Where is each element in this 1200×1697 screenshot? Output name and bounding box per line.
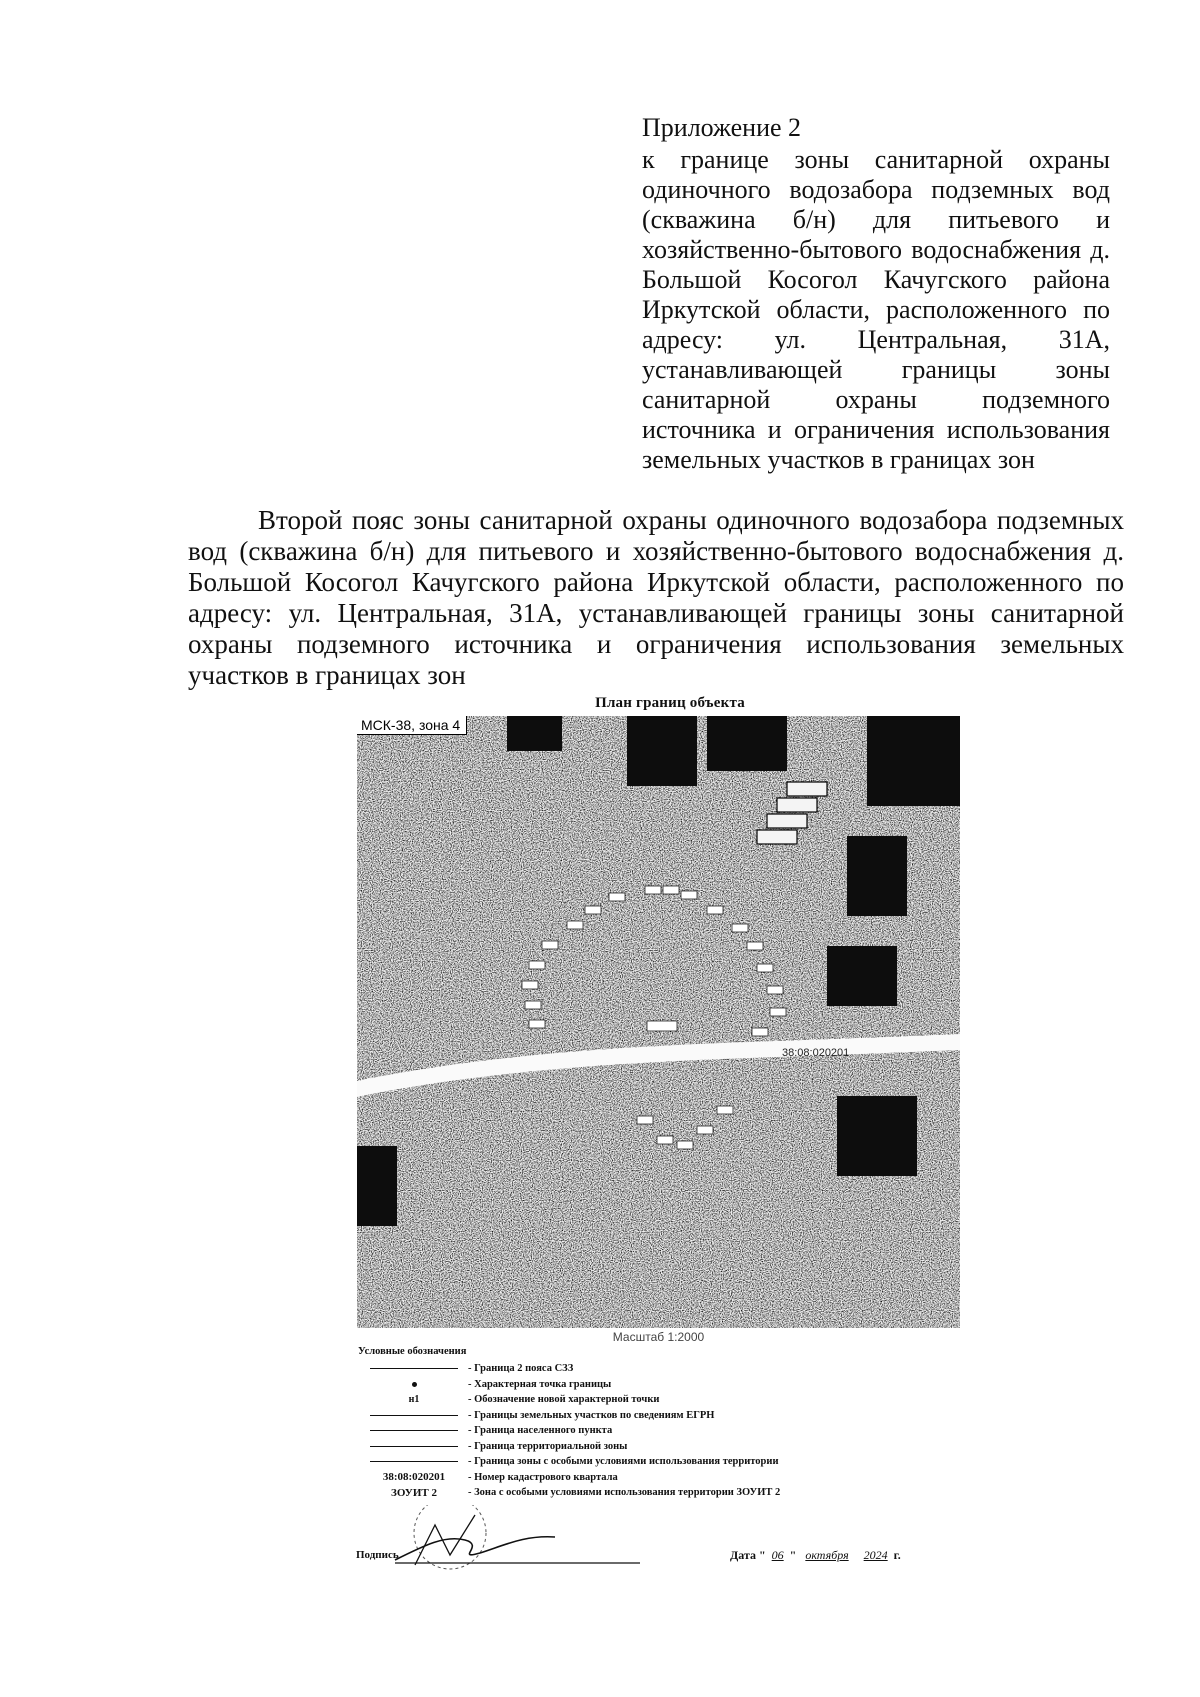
date-month: октября — [805, 1548, 849, 1562]
legend-item: - Граница зоны с особыми условиями использования территории — [358, 1454, 978, 1470]
date-line: Дата " 06 " октября 2024 г. — [730, 1548, 901, 1562]
legend-heading: Условные обозначения — [358, 1346, 467, 1357]
legend-item: ЗОУИТ 2 - Зона с особыми условиями использования территории ЗОУИТ 2 — [391, 1486, 781, 1499]
cadastral-label: 38:08:020201 — [782, 1047, 850, 1059]
date-label: Дата — [730, 1548, 756, 1562]
date-year-suffix: г. — [893, 1548, 901, 1562]
land-plot-line-symbol — [370, 1415, 458, 1416]
signature-image — [355, 1505, 675, 1581]
territorial-zone-line-symbol — [370, 1446, 458, 1447]
plan-title: План границ объекта — [595, 695, 745, 711]
zone-2-line-symbol — [370, 1368, 458, 1369]
legend-item: - Граница 2 пояса СЗЗ — [358, 1361, 978, 1377]
new-point-symbol: н1 — [408, 1394, 420, 1406]
legend-item: 38:08:020201 - Номер кадастрового квартала — [382, 1471, 618, 1484]
map-image — [357, 716, 960, 1328]
date-day: 06 — [771, 1548, 784, 1562]
legend-item: - Граница территориальной зоны — [358, 1439, 978, 1455]
aerial-map — [357, 716, 960, 1328]
point-dot-symbol — [412, 1382, 417, 1387]
date-year: 2024 — [863, 1548, 888, 1562]
cadastral-symbol: 38:08:020201 — [382, 1471, 446, 1484]
appendix-title: Приложение 2 — [642, 113, 802, 142]
zouit-symbol: ЗОУИТ 2 — [391, 1486, 437, 1499]
appendix-text: к границе зоны санитарной охраны одиночного водозабора подземных вод (скважина б/н) для питьевого и хозяйственно-бытового водоснабжения д. Большой Косогол Качугского района Иркутской области, расположенного по адресу: ул. Центральная, 31А, устанавливающей границы зоны санитарной охраны подземного источника и ограничения использования земельных участков в границах зон — [642, 145, 1110, 474]
special-zone-line-symbol — [370, 1461, 458, 1462]
legend — [358, 1346, 978, 1501]
signature-label: Подпись — [356, 1549, 399, 1561]
legend-item: н1 - Обозначение новой характерной точки — [408, 1394, 660, 1406]
appendix-header — [642, 113, 1110, 475]
legend-item: - Характерная точка границы — [358, 1377, 978, 1393]
legend-item: - Границы земельных участков по сведениям ЕГРН — [358, 1408, 978, 1424]
main-paragraph: Второй пояс зоны санитарной охраны одиночного водозабора подземных вод (скважина б/н) для питьевого и хозяйственно-бытового водоснабжения д. Большой Косогол Качугского района Иркутской области, расположенного по адресу: ул. Центральная, 31А, устанавливающей границы зоны санитарной охраны подземного источника и ограничения использования земельных участков в границах зон — [188, 505, 1124, 690]
map-scale: Масштаб 1:2000 — [612, 1330, 705, 1344]
settlement-line-symbol — [370, 1430, 458, 1431]
msk-label: МСК-38, зона 4 — [357, 716, 467, 735]
legend-item: - Граница населенного пункта — [358, 1423, 978, 1439]
